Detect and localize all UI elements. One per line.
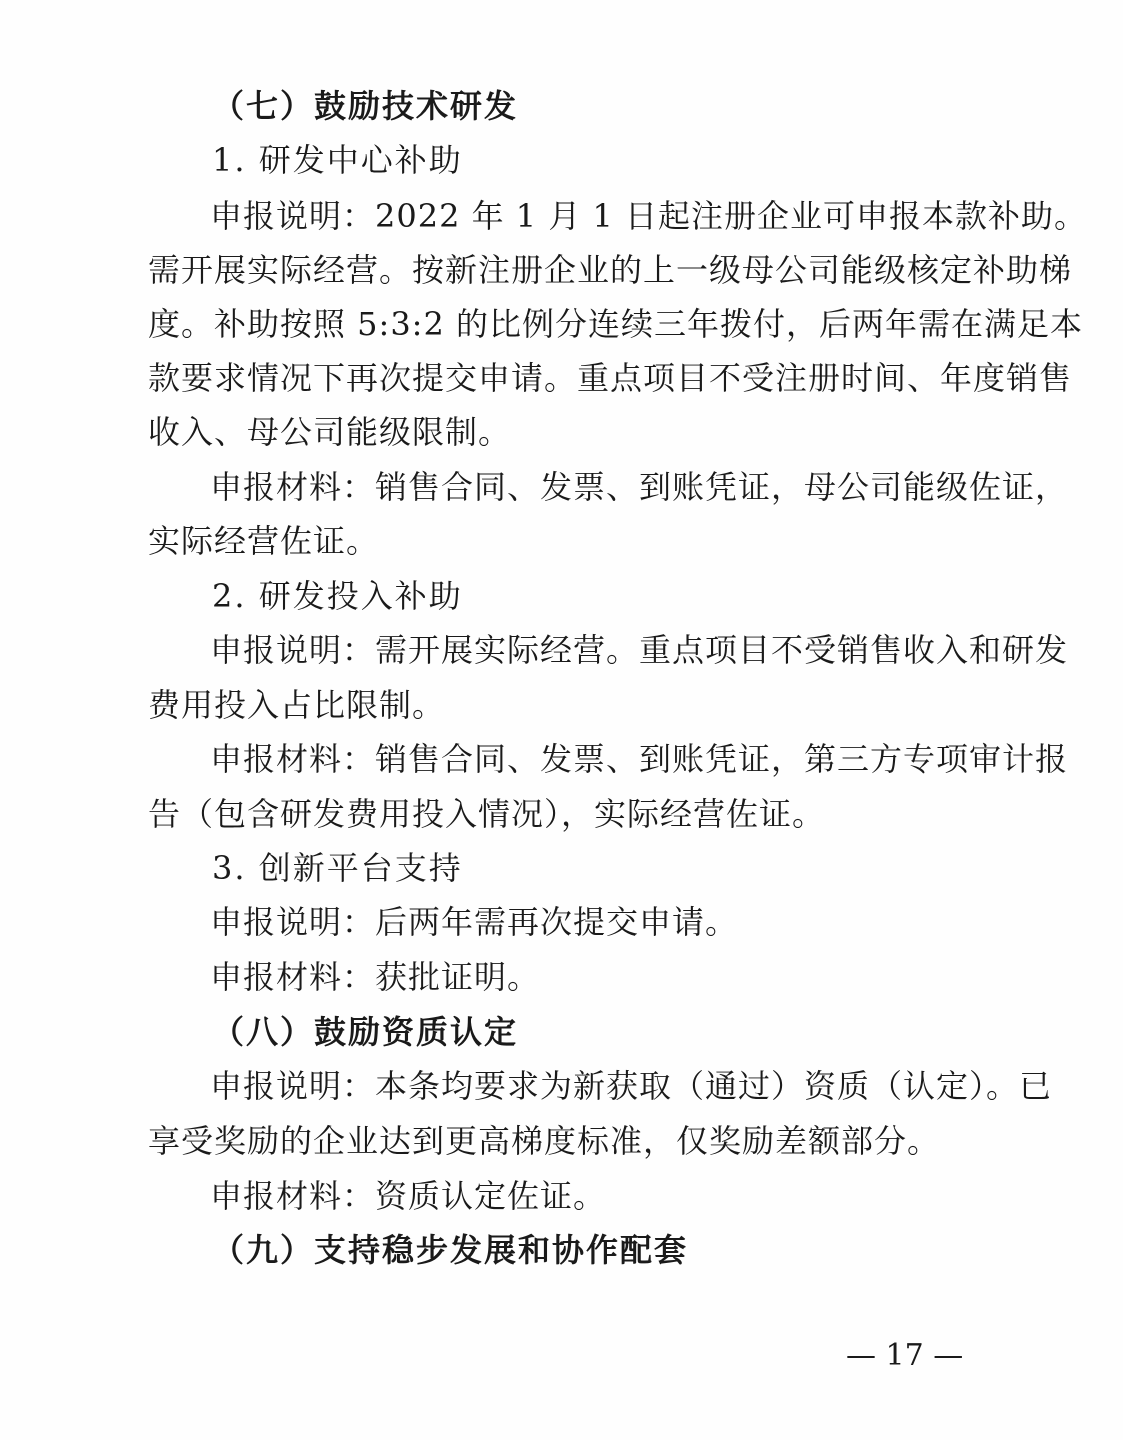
item-3-desc: 申报说明：后两年需再次提交申请。 <box>210 903 739 941</box>
section-8-materials: 申报材料：资质认定佐证。 <box>210 1177 607 1215</box>
section-heading-8: （八）鼓励资质认定 <box>212 1013 519 1051</box>
item-1-materials-line-1: 申报材料：销售合同、发票、到账凭证，母公司能级佐证， <box>210 468 1069 506</box>
item-2-materials-line-2: 告（包含研发费用投入情况），实际经营佐证。 <box>148 795 826 833</box>
section-heading-9: （九）支持稳步发展和协作配套 <box>212 1231 689 1269</box>
item-1-desc-line-3: 度。补助按照 5:3:2 的比例分连续三年拨付，后两年需在满足本 <box>148 305 1083 343</box>
section-8-desc-line-2: 享受奖励的企业达到更高梯度标准，仅奖励差额部分。 <box>148 1122 941 1160</box>
item-1-desc-line-4: 款要求情况下再次提交申请。重点项目不受注册时间、年度销售 <box>148 359 1073 397</box>
item-1-desc-line-2: 需开展实际经营。按新注册企业的上一级母公司能级核定补助梯 <box>148 251 1073 289</box>
item-3-title: 3. 创新平台支持 <box>212 849 463 887</box>
item-2-title: 2. 研发投入补助 <box>212 577 463 615</box>
item-1-desc-line-5: 收入、母公司能级限制。 <box>148 413 512 451</box>
section-8-desc-line-1: 申报说明：本条均要求为新获取（通过）资质（认定）。已 <box>210 1067 1053 1105</box>
item-1-materials-line-2: 实际经营佐证。 <box>148 522 380 560</box>
item-2-materials-line-1: 申报材料：销售合同、发票、到账凭证，第三方专项审计报 <box>210 740 1069 778</box>
item-1-title: 1. 研发中心补助 <box>212 141 463 179</box>
item-2-desc-line-1: 申报说明：需开展实际经营。重点项目不受销售收入和研发 <box>210 631 1069 669</box>
item-3-materials: 申报材料：获批证明。 <box>210 958 541 996</box>
item-1-desc-line-1: 申报说明：2022 年 1 月 1 日起注册企业可申报本款补助。 <box>210 197 1088 235</box>
page-number: — 17 — <box>846 1338 964 1373</box>
item-2-desc-line-2: 费用投入占比限制。 <box>148 686 446 724</box>
section-heading-7: （七）鼓励技术研发 <box>212 87 519 125</box>
